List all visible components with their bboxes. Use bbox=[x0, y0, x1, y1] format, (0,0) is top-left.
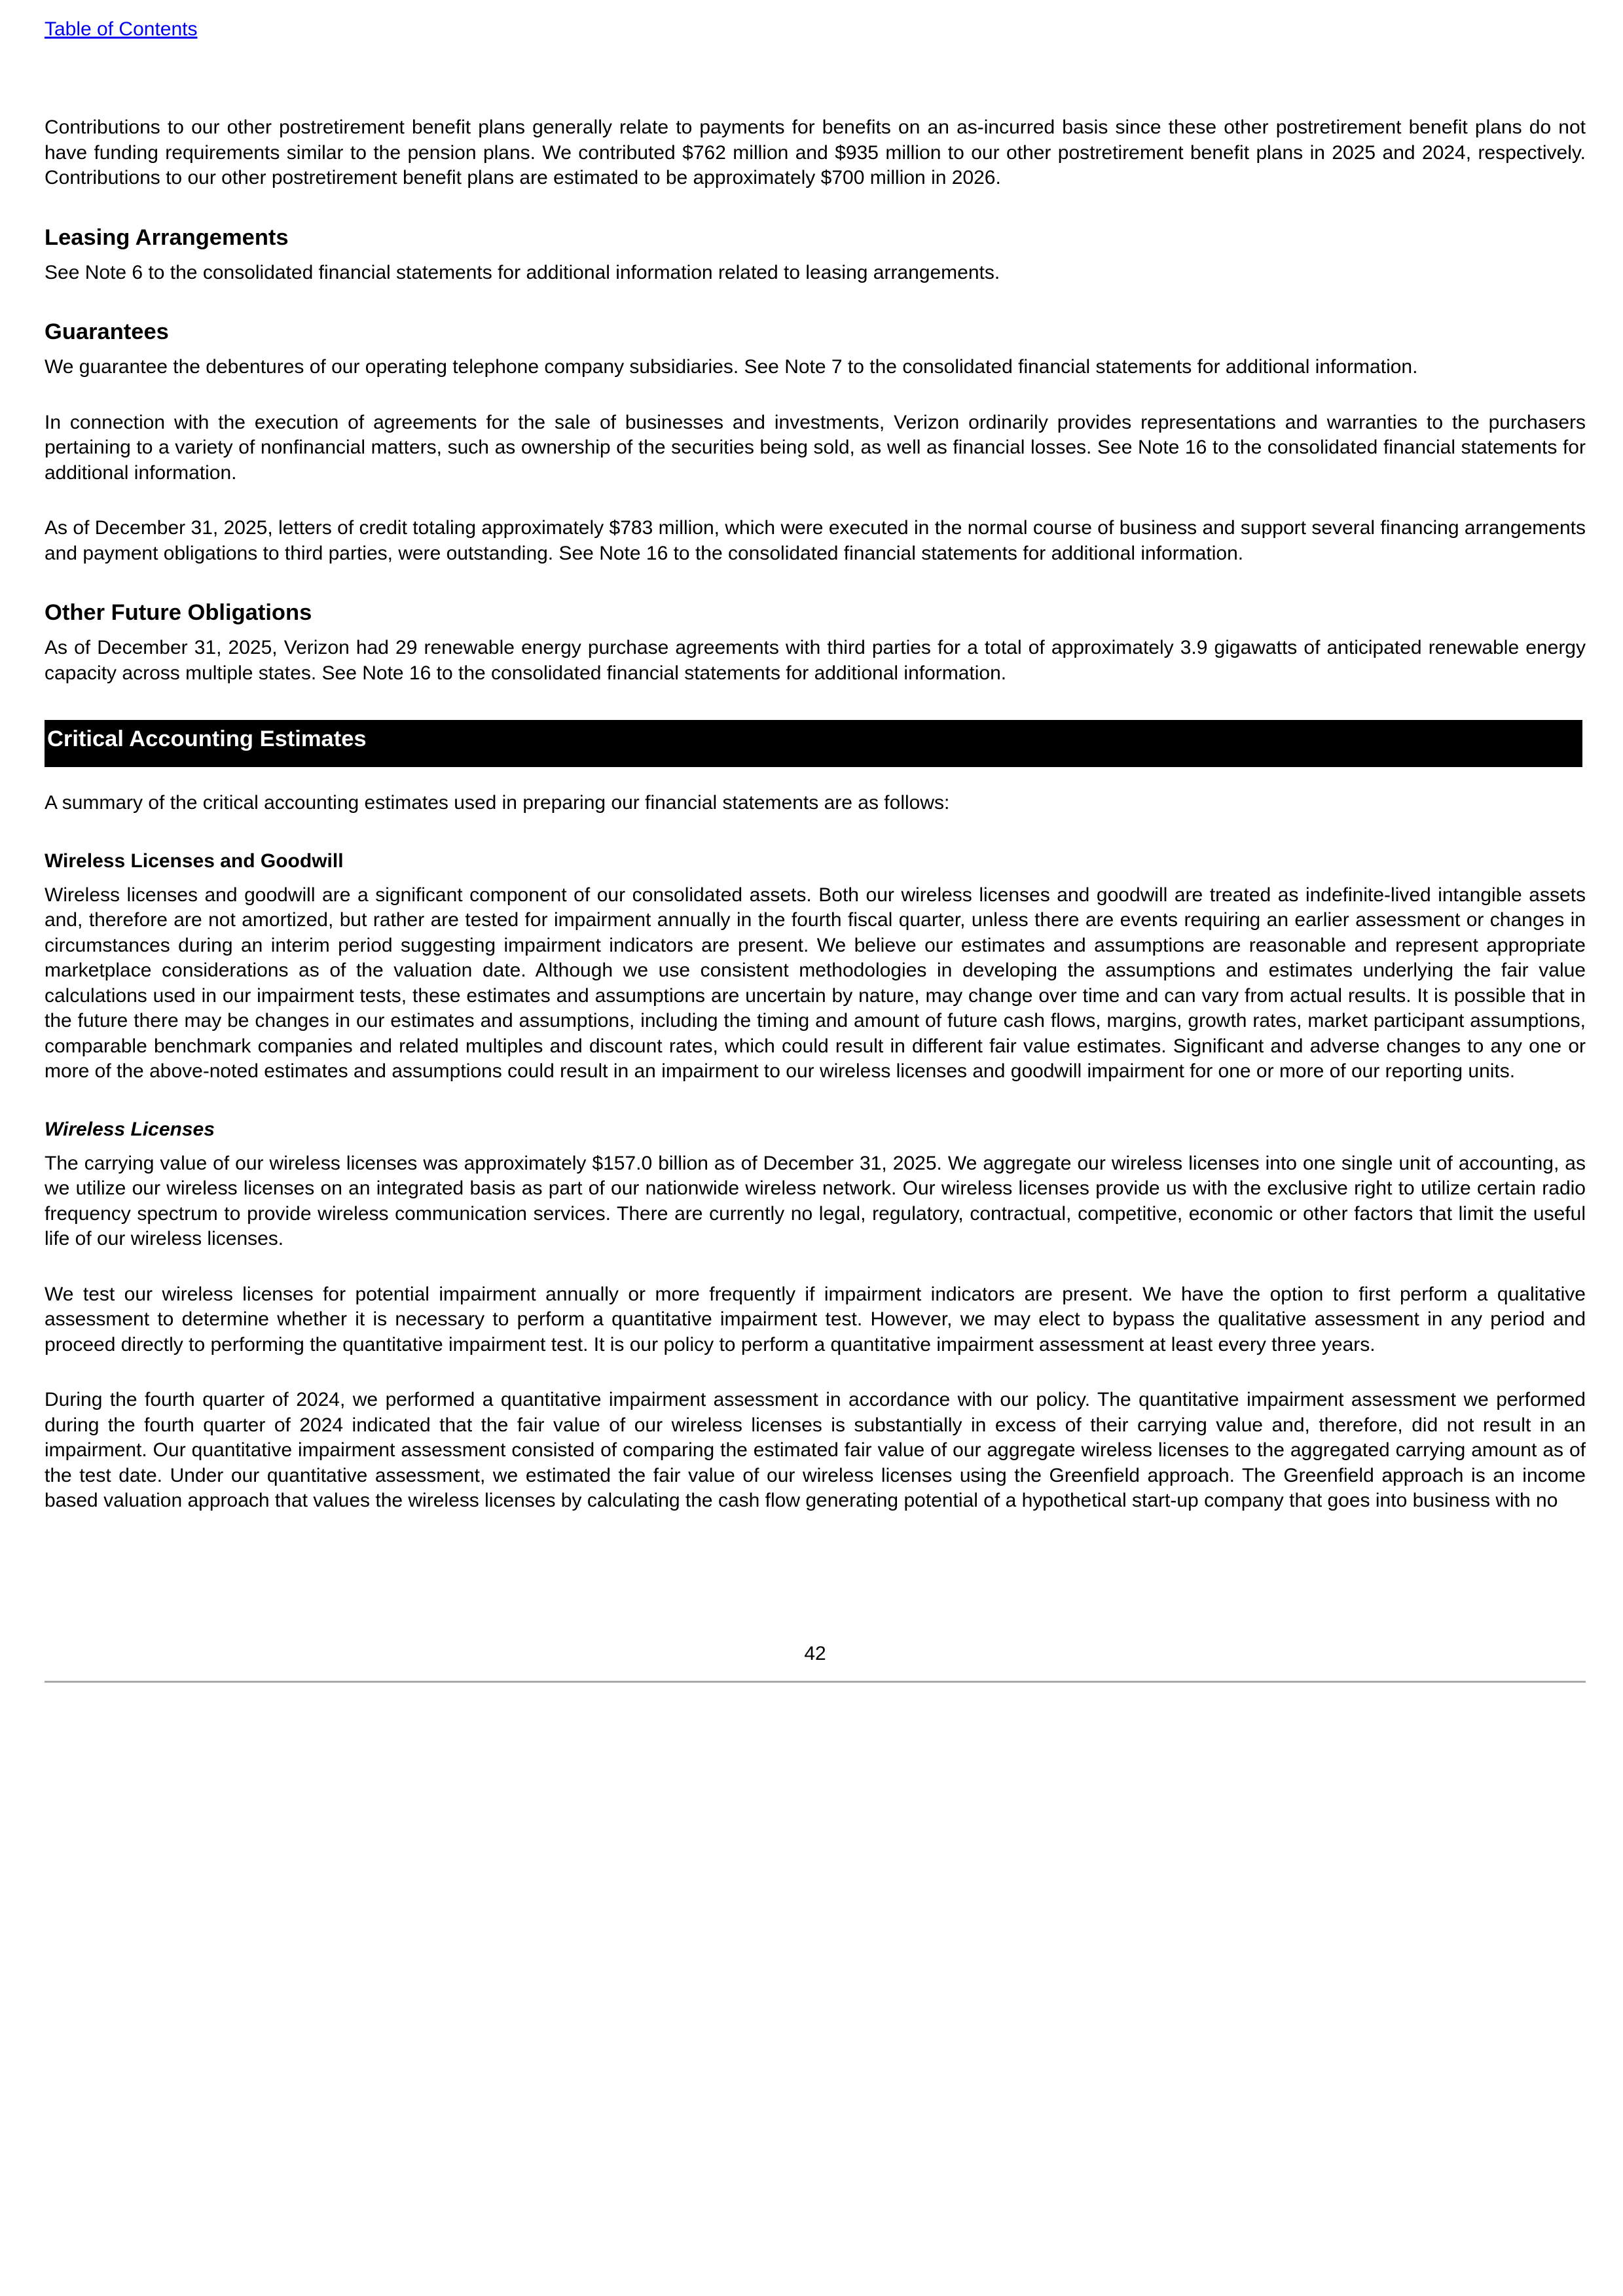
wireless-licenses-paragraph-2: We test our wireless licenses for potential impairment annually or more frequently if impairment indicators are present. We have the option to first perform a qualitative assessment to determine whether it is necessary to perform a quantitative impairment test. However, we may elect to bypass the qualitative assessment in any period and proceed directly to performing the quantitative impairment test. It is our policy to perform a quantitative impairment assessment at least every three years. bbox=[45, 1283, 1586, 1355]
wireless-licenses-heading: Wireless Licenses bbox=[45, 1118, 215, 1140]
guarantees-paragraph-2: In connection with the execution of agreements for the sale of businesses and investments, Verizon ordinarily provides representations and warranties to the purchasers pertaining to a variety of nonfinancial matters, such as ownership of the securities being sold, as well as financial losses. See Note 16 to the consolidated financial statements for additional information. bbox=[45, 411, 1586, 484]
critical-accounting-estimates-banner: Critical Accounting Estimates bbox=[45, 720, 1582, 767]
wireless-licenses-paragraph-1: The carrying value of our wireless licenses was approximately $157.0 billion as of December 31, 2025. We aggregate our wireless licenses into one single unit of accounting, as we utilize our wireless licenses on an integrated basis as part of our nationwide wireless network. Our wireless licenses provide us with the exclusive right to utilize certain radio frequency spectrum to provide wireless communication services. There are currently no legal, regulatory, contractual, competitive, economic or other factors that limit the useful life of our wireless licenses. bbox=[45, 1152, 1586, 1249]
wireless-licenses-paragraph-3: During the fourth quarter of 2024, we performed a quantitative impairment assessment in accordance with our policy. The quantitative impairment assessment we performed during the fourth quarter of 2024 indicated that the fair value of our wireless licenses is substantially in excess of their carrying value and, therefore, did not result in an impairment. Our quantitative impairment assessment consisted of comparing the estimated fair value of our aggregate wireless licenses to the aggregated carrying amount as of the test date. Under our quantitative assessment, we estimated the fair value of our wireless licenses using the Greenfield approach. The Greenfield approach is an income based valuation approach that values the wireless licenses by calculating the cash flow generating potential of a hypothetical start-up company that goes into business with no bbox=[45, 1389, 1586, 1511]
page-number: 42 bbox=[804, 1643, 826, 1664]
footer-divider bbox=[45, 1681, 1586, 1683]
other-future-obligations-paragraph: As of December 31, 2025, Verizon had 29 renewable energy purchase agreements with third parties for a total of approximately 3.9 gigawatts of anticipated renewable energy capacity across multiple states. See Note 16 to the consolidated financial statements for additional information. bbox=[45, 637, 1586, 684]
critical-estimates-intro-paragraph: A summary of the critical accounting estimates used in preparing our financial statements are as follows: bbox=[45, 792, 950, 814]
wireless-licenses-goodwill-paragraph: Wireless licenses and goodwill are a significant component of our consolidated assets. Both our wireless licenses and goodwill are treated as indefinite-lived intangible assets and, therefore are not amortized, but rather are tested for impairment annually in the fourth fiscal quarter, unless there are events requiring an earlier assessment or changes in circumstances during an interim period suggesting impairment indicators are present. We believe our estimates and assumptions are reasonable and represent appropriate marketplace considerations as of the valuation date. Although we use consistent methodologies in developing the assumptions and estimates underlying the fair value calculations used in our impairment tests, these estimates and assumptions are uncertain by nature, may change over time and can vary from actual results. It is possible that in the future there may be changes in our estimates and assumptions, including the timing and amount of future cash flows, margins, growth rates, market participant assumptions, comparable benchmark companies and related multiples and discount rates, which could result in different fair value estimates. Significant and adverse changes to any one or more of the above-noted estimates and assumptions could result in an impairment to our wireless licenses and goodwill impairment for one or more of our reporting units. bbox=[45, 884, 1586, 1082]
other-future-obligations-heading: Other Future Obligations bbox=[45, 600, 312, 625]
leasing-arrangements-paragraph: See Note 6 to the consolidated financial statements for additional information related to leasing arrangements. bbox=[45, 261, 1000, 283]
guarantees-paragraph-3: As of December 31, 2025, letters of credit totaling approximately $783 million, which were executed in the normal course of business and support several financing arrangements and payment obligations to third parties, were outstanding. See Note 16 to the consolidated financial statements for additional information. bbox=[45, 517, 1586, 564]
guarantees-paragraph-1: We guarantee the debentures of our operating telephone company subsidiaries. See Note 7 to the consolidated financial statements for additional information. bbox=[45, 356, 1418, 378]
postretirement-contributions-paragraph: Contributions to our other postretirement benefit plans generally relate to payments for benefits on an as-incurred basis since these other postretirement benefit plans do not have funding requirements similar to the pension plans. We contributed $762 million and $935 million to our other postretirement benefit plans in 2025 and 2024, respectively. Contributions to our other postretirement benefit plans are estimated to be approximately $700 million in 2026. bbox=[45, 117, 1586, 188]
document-body bbox=[45, 115, 1586, 1514]
wireless-licenses-goodwill-heading: Wireless Licenses and Goodwill bbox=[45, 850, 344, 872]
leasing-arrangements-heading: Leasing Arrangements bbox=[45, 224, 289, 250]
table-of-contents-link[interactable]: Table of Contents bbox=[45, 18, 198, 40]
guarantees-heading: Guarantees bbox=[45, 319, 169, 344]
